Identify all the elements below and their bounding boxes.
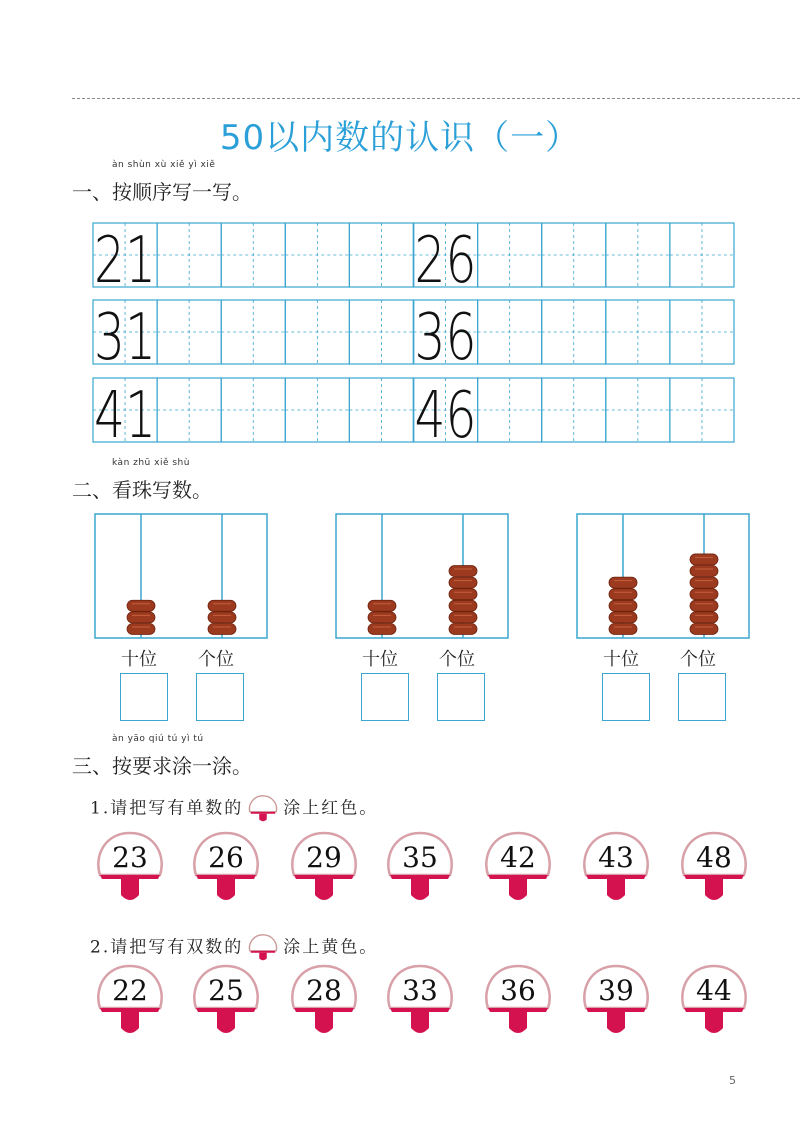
abacus-bead	[609, 589, 637, 600]
abacus-bead	[368, 600, 396, 611]
mushroom-number: 44	[696, 974, 732, 1007]
abacus-bead	[208, 600, 236, 611]
sample-number: 26	[414, 224, 477, 288]
mushroom[interactable]	[482, 962, 554, 1042]
mushroom-number: 29	[306, 841, 342, 874]
section1-number: 一、	[72, 180, 112, 204]
mushroom-gill	[196, 1008, 256, 1012]
section3-title: 按要求涂一涂。	[112, 754, 252, 778]
abacus	[94, 513, 270, 641]
task1-prefix: 1.请把写有单数的	[90, 798, 244, 819]
abacus-bead	[208, 612, 236, 623]
writing-row	[92, 222, 736, 288]
mushroom-stem	[217, 1012, 235, 1033]
mushroom-gill	[390, 875, 450, 879]
mushroom-stem	[315, 1012, 333, 1033]
ones-answer-box[interactable]	[196, 673, 244, 721]
section2-pinyin: kàn zhū xiě shù	[112, 458, 190, 468]
abacus-bead	[690, 624, 718, 635]
abacus-bead	[449, 600, 477, 611]
mushroom-gill	[586, 875, 646, 879]
mushroom-number: 23	[112, 841, 148, 874]
task1-suffix: 涂上红色。	[283, 798, 379, 819]
ones-answer-box[interactable]	[437, 673, 485, 721]
abacus-bead	[449, 577, 477, 588]
mushroom-stem	[705, 1012, 723, 1033]
mushroom-number: 48	[696, 841, 732, 874]
mushroom[interactable]	[384, 829, 456, 909]
mushroom-gill	[100, 1008, 160, 1012]
tens-answer-box[interactable]	[602, 673, 650, 721]
abacus-bead	[690, 554, 718, 565]
mushroom-gill	[196, 875, 256, 879]
top-dashed-divider	[72, 98, 800, 99]
abacus-bead	[609, 612, 637, 623]
section2-title: 看珠写数。	[112, 478, 212, 502]
mushroom[interactable]	[580, 829, 652, 909]
abacus-bead	[127, 612, 155, 623]
mushroom[interactable]	[190, 962, 262, 1042]
section2-heading	[72, 458, 212, 503]
section1-pinyin: àn shùn xù xiě yì xiě	[112, 160, 216, 170]
mushroom-number: 28	[306, 974, 342, 1007]
mushroom-stem	[411, 879, 429, 900]
mushroom-gill	[294, 1008, 354, 1012]
mushroom-gill	[586, 1008, 646, 1012]
mushroom-number: 25	[208, 974, 244, 1007]
abacus	[335, 513, 511, 641]
tens-answer-box[interactable]	[361, 673, 409, 721]
abacus-bead	[609, 624, 637, 635]
abacus-bead	[609, 577, 637, 588]
task2-prefix: 2.请把写有双数的	[90, 937, 244, 958]
abacus-bead	[449, 612, 477, 623]
mushroom-stem	[607, 1012, 625, 1033]
writing-row	[92, 377, 736, 443]
mushroom[interactable]	[94, 962, 166, 1042]
abacus-bead	[449, 566, 477, 577]
tens-answer-box[interactable]	[120, 673, 168, 721]
mushroom-stem	[411, 1012, 429, 1033]
tens-label: 十位	[362, 649, 398, 670]
mushroom-gill	[684, 875, 744, 879]
mushroom[interactable]	[678, 829, 750, 909]
abacus-frame	[577, 514, 749, 638]
abacus-bead	[690, 612, 718, 623]
mushroom-stem	[607, 879, 625, 900]
tens-label: 十位	[121, 649, 157, 670]
mushroom-number: 22	[112, 974, 148, 1007]
abacus-bead	[690, 600, 718, 611]
abacus-bead	[127, 624, 155, 635]
mushroom-number: 39	[598, 974, 634, 1007]
section3-heading	[72, 734, 252, 779]
abacus-bead	[609, 600, 637, 611]
mushroom-gill	[294, 875, 354, 879]
page-number: 5	[729, 1074, 736, 1087]
mushroom[interactable]	[384, 962, 456, 1042]
abacus-frame	[336, 514, 508, 638]
mushroom-number: 42	[500, 841, 536, 874]
section1-heading	[72, 160, 252, 205]
mushroom-icon	[245, 793, 281, 825]
section2-number: 二、	[72, 478, 112, 502]
section3-pinyin: àn yāo qiú tú yì tú	[112, 734, 204, 744]
abacus-bead	[449, 624, 477, 635]
mushroom-number: 43	[598, 841, 634, 874]
mushroom-icon	[245, 932, 281, 964]
ones-label: 个位	[439, 649, 475, 670]
sample-number: 31	[94, 301, 156, 365]
mushroom[interactable]	[190, 829, 262, 909]
mushroom-stem	[121, 879, 139, 900]
task2-instruction	[90, 932, 378, 964]
abacus	[576, 513, 752, 641]
mushroom-stem	[217, 879, 235, 900]
mushroom[interactable]	[678, 962, 750, 1042]
mushroom-number: 35	[402, 841, 438, 874]
section1-title: 按顺序写一写。	[112, 180, 252, 204]
mushroom-stem	[509, 1012, 527, 1033]
mushroom-stem	[121, 1012, 139, 1033]
sample-number: 36	[414, 301, 477, 365]
abacus-bead	[449, 589, 477, 600]
abacus-bead	[368, 624, 396, 635]
abacus-bead	[368, 612, 396, 623]
sample-number: 21	[94, 224, 156, 288]
mushroom[interactable]	[288, 962, 360, 1042]
mushroom-stem	[315, 879, 333, 900]
ones-label: 个位	[198, 649, 234, 670]
abacus-bead	[690, 589, 718, 600]
page-title: 50以内数的认识（一）	[219, 118, 581, 158]
mushroom[interactable]	[580, 962, 652, 1042]
ones-label: 个位	[680, 649, 716, 670]
mushroom-gill	[684, 1008, 744, 1012]
mushroom[interactable]	[482, 829, 554, 909]
mushroom[interactable]	[94, 829, 166, 909]
tens-label: 十位	[603, 649, 639, 670]
mushroom-gill	[488, 875, 548, 879]
abacus-bead	[127, 600, 155, 611]
mushroom-number: 26	[208, 841, 244, 874]
abacus-frame	[95, 514, 267, 638]
section3-number: 三、	[72, 754, 112, 778]
mushroom-number: 33	[402, 974, 438, 1007]
mushroom[interactable]	[288, 829, 360, 909]
writing-row	[92, 299, 736, 365]
abacus-bead	[690, 566, 718, 577]
mushroom-gill	[488, 1008, 548, 1012]
mushroom-stem	[509, 879, 527, 900]
mushroom-gill	[390, 1008, 450, 1012]
sample-number: 41	[94, 379, 156, 443]
sample-number: 46	[414, 379, 477, 443]
task1-instruction	[90, 793, 378, 825]
ones-answer-box[interactable]	[678, 673, 726, 721]
abacus-bead	[208, 624, 236, 635]
mushroom-number: 36	[500, 974, 536, 1007]
mushroom-stem	[705, 879, 723, 900]
abacus-bead	[690, 577, 718, 588]
mushroom-gill	[100, 875, 160, 879]
task2-suffix: 涂上黄色。	[283, 937, 379, 958]
